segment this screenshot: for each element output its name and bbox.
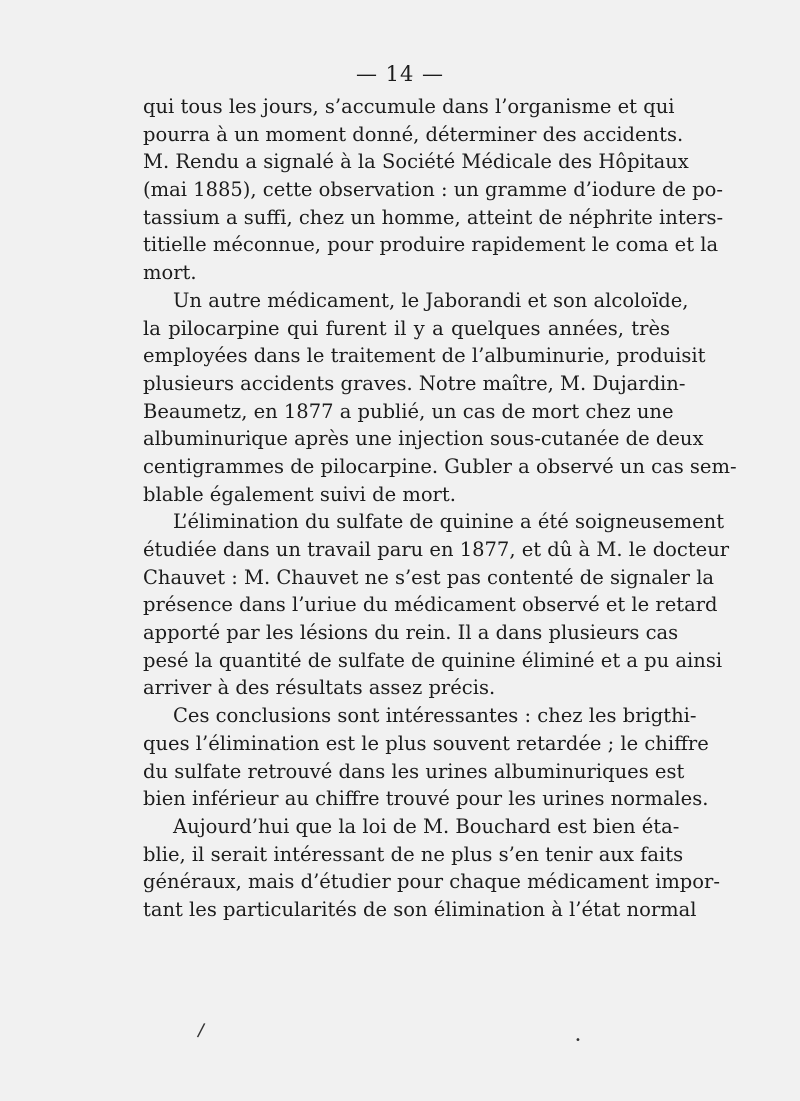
text-line: apporté par les lésions du rein. Il a dans plusieurs cas [143,621,679,645]
text-line: tant les particularités de son élimination à l’état normal [143,897,697,921]
text-line: Beaumetz, en 1877 a publié, un cas de mort chez une [143,399,674,423]
text-line: plusieurs accidents graves. Notre maître, M. Dujardin- [143,371,686,395]
text-line: (mai 1885), cette observation : un gramme d’iodure de po- [143,178,723,202]
text-line: présence dans l’uriue du médicament observé et le retard [143,593,718,617]
stray-mark: / [196,1019,206,1042]
text-line: L’élimination du sulfate de quinine a été soigneusement [173,510,725,534]
text-line: arriver à des résultats assez précis. [143,676,496,700]
text-line: qui tous les jours, s’accumule dans l’organisme et qui [143,95,675,118]
text-line: pourra à un moment donné, déterminer des accidents. [143,122,684,146]
text-line: la pilocarpine qui furent il y a quelques années, très [143,316,670,340]
text-line: mort. [143,261,197,285]
text-line: Aujourd’hui que la loi de M. Bouchard est bien éta- [173,814,680,838]
text-line: blie, il serait intéressant de ne plus s’en tenir aux faits [143,842,684,866]
text-line: titielle méconnue, pour produire rapidement le coma et la [143,233,719,257]
text-line: pesé la quantité de sulfate de quinine éliminé et a pu ainsi [143,648,723,672]
text-line: bien inférieur au chiffre trouvé pour les urines normales. [143,787,709,811]
text-line: employées dans le traitement de l’albuminurie, produisit [143,344,706,368]
text-line: tassium a suffi, chez un homme, atteint de néphrite inters- [143,205,724,229]
body-text [143,93,737,924]
text-line: centigrammes de pilocarpine. Gubler a observé un cas sem- [143,454,737,478]
text-line: Ces conclusions sont intéressantes : chez les brigthi- [173,704,697,728]
text-line: Chauvet : M. Chauvet ne s’est pas contenté de signaler la [143,565,715,589]
stray-dot: • [575,1035,581,1046]
text-line: du sulfate retrouvé dans les urines albuminuriques est [143,759,685,783]
text-line: albuminurique après une injection sous-cutanée de deux [143,427,704,451]
text-line: M. Rendu a signalé à la Société Médicale des Hôpitaux [143,150,689,174]
page-number: — 14 — [355,62,445,86]
text-line: étudiée dans un travail paru en 1877, et dû à M. le docteur [143,538,730,561]
text-line: ques l’élimination est le plus souvent retardée ; le chiffre [143,731,709,755]
text-line: Un autre médicament, le Jaborandi et son alcoloïde, [173,288,689,312]
text-line: généraux, mais d’étudier pour chaque médicament impor- [143,870,720,894]
text-line: blable également suivi de mort. [143,482,456,506]
